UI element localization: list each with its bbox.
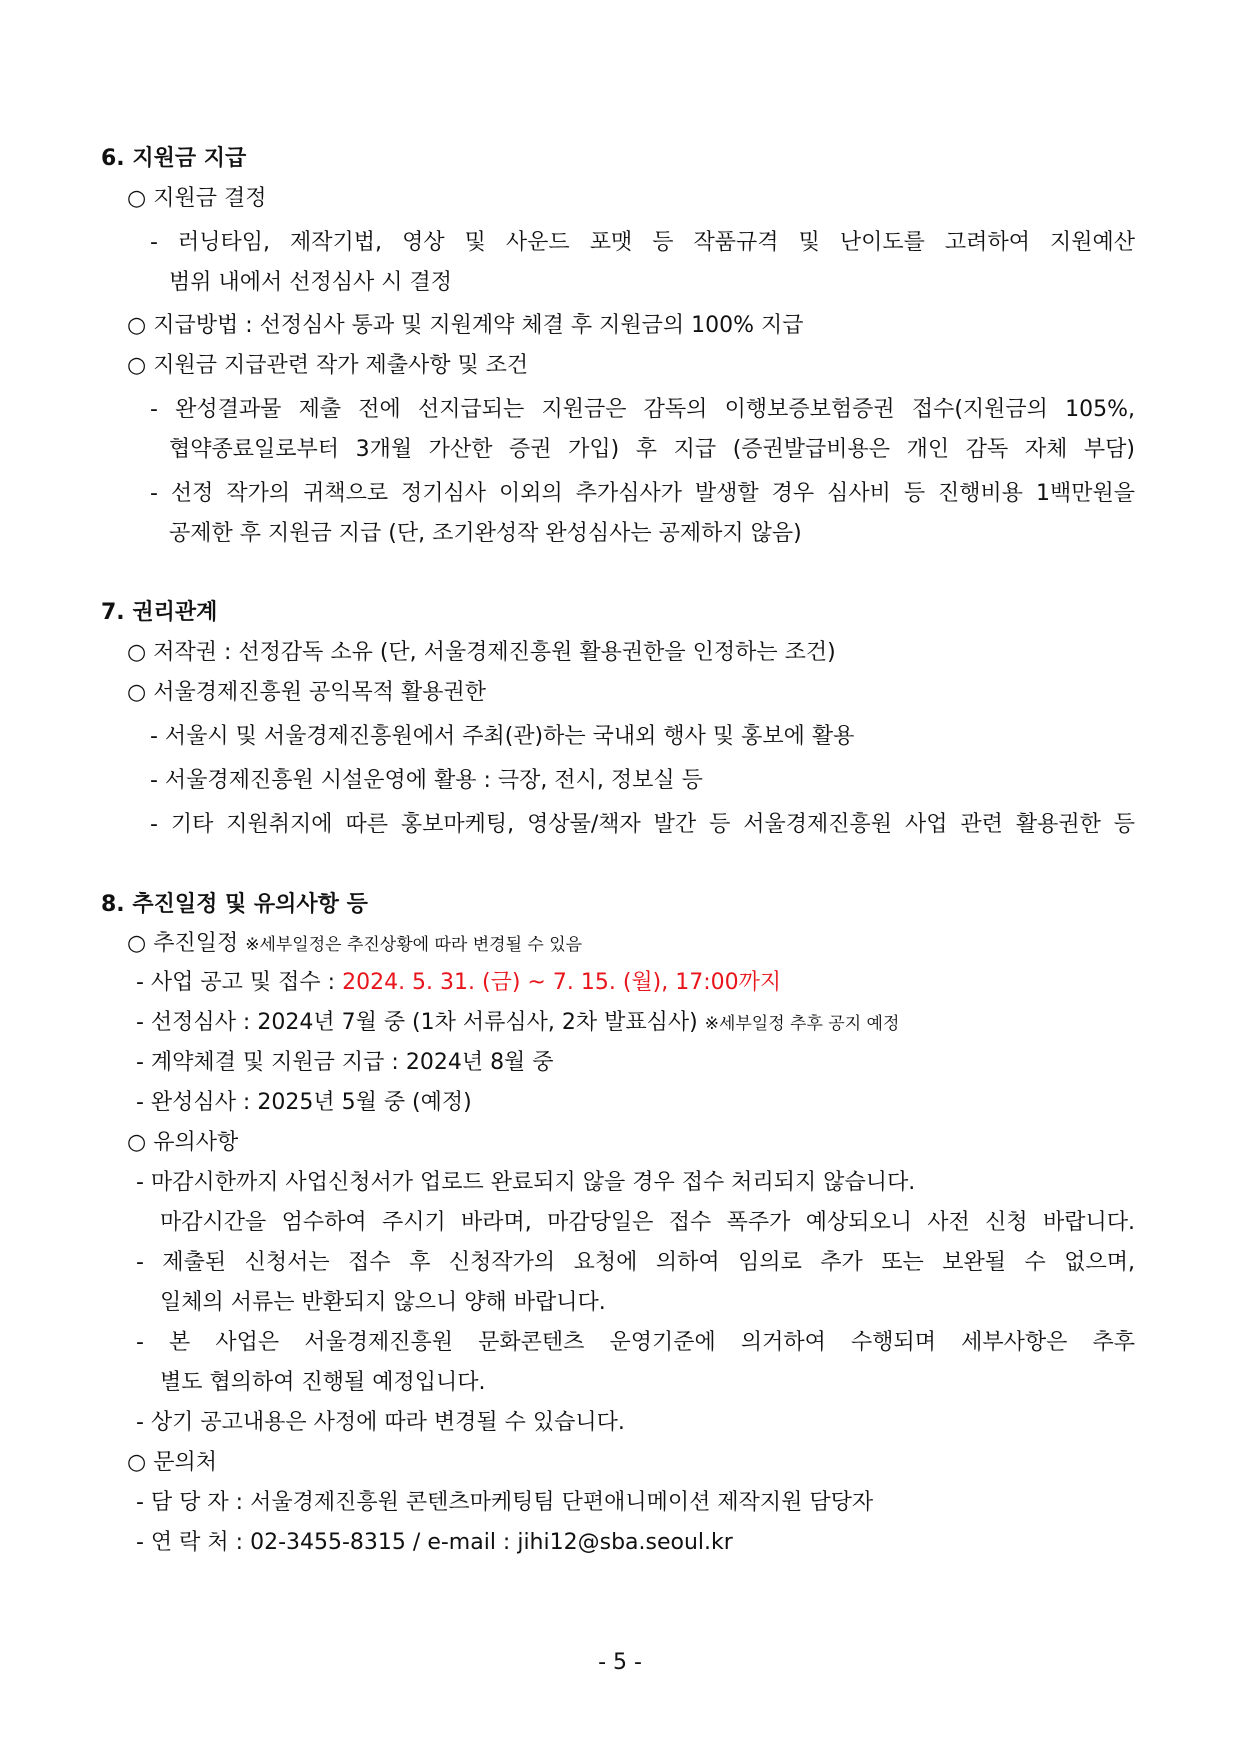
s8-notice-1a: - 마감시한까지 사업신청서가 업로드 완료되지 않을 경우 접수 처리되지 않습니다.: [136, 1170, 916, 1195]
section-8-title: 8. 추진일정 및 유의사항 등: [101, 892, 368, 917]
s6-item-3: ○ 지원금 지급관련 작가 제출사항 및 조건: [127, 353, 529, 378]
s8-schedule-label: [127, 929, 582, 960]
s8-schedule-2: [136, 1008, 899, 1039]
schedule-2-text: - 선정심사 : 2024년 7월 중 (1차 서류심사, 2차 발표심사): [136, 1010, 698, 1035]
s8-notice-2a: - 제출된 신청서는 접수 후 신청작가의 요청에 의하여 임의로 추가 또는 보완될 수 없으며,: [136, 1250, 1135, 1275]
schedule-2-note: ※세부일정 추후 공지 예정: [704, 1014, 900, 1034]
schedule-note: ※세부일정은 추진상황에 따라 변경될 수 있음: [245, 935, 583, 955]
s6-item-3-sub-2a: - 선정 작가의 귀책으로 정기심사 이외의 추가심사가 발생할 경우 심사비 등 진행비용 1백만원을: [150, 481, 1135, 506]
s7-item-2: ○ 서울경제진흥원 공익목적 활용권한: [127, 680, 486, 705]
s7-item-1: ○ 저작권 : 선정감독 소유 (단, 서울경제진흥원 활용권한을 인정하는 조건): [127, 640, 836, 665]
s6-item-1-sub-1a: - 러닝타임, 제작기법, 영상 및 사운드 포맷 등 작품규격 및 난이도를 고려하여 지원예산: [150, 230, 1135, 255]
s7-item-2-sub-1: - 서울시 및 서울경제진흥원에서 주최(관)하는 국내외 행사 및 홍보에 활용: [150, 724, 855, 749]
s6-item-2: ○ 지급방법 : 선정심사 통과 및 지원계약 체결 후 지원금의 100% 지급: [127, 313, 804, 338]
section-6-title: 6. 지원금 지급: [101, 146, 247, 171]
s8-schedule-4: - 완성심사 : 2025년 5월 중 (예정): [136, 1090, 472, 1115]
s7-item-2-sub-3: - 기타 지원취지에 따른 홍보마케팅, 영상물/책자 발간 등 서울경제진흥원 사업 관련 활용권한 등: [150, 812, 1135, 837]
schedule-1-date: 2024. 5. 31. (금) ~ 7. 15. (월), 17:00까지: [342, 970, 782, 995]
s6-item-3-sub-1a: - 완성결과물 제출 전에 선지급되는 지원금은 감독의 이행보증보험증권 접수(지원금의 105%,: [150, 397, 1135, 422]
s6-item-3-sub-2b: 공제한 후 지원금 지급 (단, 조기완성작 완성심사는 공제하지 않음): [169, 521, 802, 546]
s8-contact-label: ○ 문의처: [127, 1450, 217, 1475]
s8-notice-3b: 별도 협의하여 진행될 예정입니다.: [160, 1370, 486, 1395]
schedule-1-label: - 사업 공고 및 접수 :: [136, 970, 343, 995]
s8-notice-2b: 일체의 서류는 반환되지 않으니 양해 바랍니다.: [160, 1290, 606, 1315]
s8-notice-3a: - 본 사업은 서울경제진흥원 문화콘텐츠 운영기준에 의거하여 수행되며 세부사항은 추후: [136, 1330, 1135, 1355]
s7-item-2-sub-2: - 서울경제진흥원 시설운영에 활용 : 극장, 전시, 정보실 등: [150, 768, 703, 793]
s8-notice-label: ○ 유의사항: [127, 1130, 239, 1155]
page-number: - 5 -: [598, 1650, 642, 1675]
s6-item-1: ○ 지원금 결정: [127, 186, 267, 211]
s6-item-3-sub-1b: 협약종료일로부터 3개월 가산한 증권 가입) 후 지급 (증권발급비용은 개인 감독 자체 부담): [169, 437, 1135, 462]
schedule-heading: ○ 추진일정: [127, 931, 239, 956]
s8-contact-2: - 연 락 처 : 02-3455-8315 / e-mail : jihi12@sba.seoul.kr: [136, 1530, 733, 1555]
s8-contact-1: - 담 당 자 : 서울경제진흥원 콘텐츠마케팅팀 단편애니메이션 제작지원 담당자: [136, 1490, 874, 1515]
s8-schedule-1: [136, 968, 781, 998]
s8-notice-1b: 마감시간을 엄수하여 주시기 바라며, 마감당일은 접수 폭주가 예상되오니 사전 신청 바랍니다.: [160, 1210, 1135, 1235]
section-7-title: 7. 권리관계: [101, 600, 218, 625]
s8-schedule-3: - 계약체결 및 지원금 지급 : 2024년 8월 중: [136, 1050, 554, 1075]
s6-item-1-sub-1b: 범위 내에서 선정심사 시 결정: [169, 270, 452, 295]
s8-notice-4: - 상기 공고내용은 사정에 따라 변경될 수 있습니다.: [136, 1410, 625, 1435]
